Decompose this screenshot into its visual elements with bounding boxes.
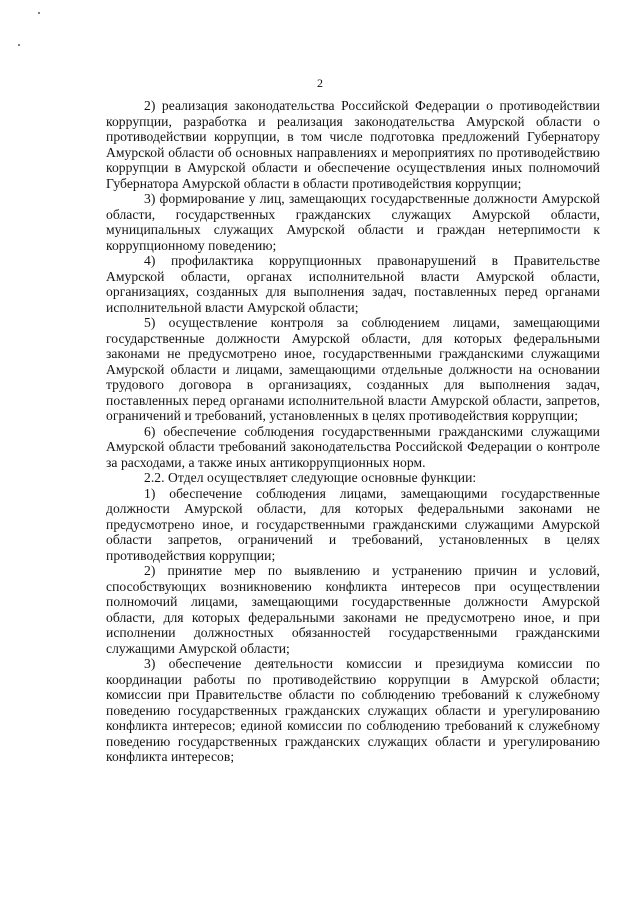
paragraph-item-4: 4) профилактика коррупционных правонарушений в Правительстве Амурской области, органах исполнительной власти Амурской области, организациях, созданных для выполнения задач, поставленных перед органами исполнительной власти Амурской области; (106, 253, 600, 315)
function-item-1: 1) обеспечение соблюдения лицами, замещающими государственные должности Амурской области, для которых федеральными законами не предусмотрено иное, и государственными гражданскими служащими Амурской области запретов, ограничений и требований, установленных в целях противодействия коррупции; (106, 485, 600, 563)
section-heading-2-2: 2.2. Отдел осуществляет следующие основные функции: (144, 470, 477, 485)
paragraph-item-2: 2) реализация законодательства Российской Федерации о противодействии коррупции, разработка и реализация законодательства Амурской области о противодействии коррупции, в том числе подготовка предложений Губернатору Амурской области об основных направлениях и мероприятиях по противодействию коррупции в Амурской области и обеспечение осуществления иных полномочий Губернатора Амурской области в области противодействия коррупции; (106, 98, 600, 191)
function-item-3: 3) обеспечение деятельности комиссии и президиума комиссии по координации работы по противодействию коррупции в Амурской области; комиссии при Правительстве области по соблюдению требований к служебному поведению государственных гражданских служащих области и урегулированию конфликта интересов; единой комиссии по соблюдению требований к служебному поведению государственных гражданских служащих области и урегулированию конфликта интересов; (106, 656, 600, 764)
paragraph-item-6: 6) обеспечение соблюдения государственными гражданскими служащими Амурской области требований законодательства Российской Федерации о контроле за расходами, а также иных антикоррупционных норм. (106, 423, 600, 470)
scan-speck (18, 44, 20, 46)
scan-speck (38, 12, 40, 14)
paragraph-item-3: 3) формирование у лиц, замещающих государственные должности Амурской области, государственных гражданских служащих Амурской области, муниципальных служащих Амурской области и граждан нетерпимости к коррупционному поведению; (106, 191, 600, 253)
function-item-2: 2) принятие мер по выявлению и устранению причин и условий, способствующих возникновению конфликта интересов при осуществлении полномочий лицами, замещающими государственные должности Амурской области, для которых федеральными законами не предусмотрено иное, и при исполнении должностных обязанностей государственными гражданскими служащими Амурской области; (106, 563, 600, 656)
document-body (106, 98, 600, 765)
paragraph-item-5: 5) осуществление контроля за соблюдением лицами, замещающими государственные должности Амурской области, для которых федеральными законами не предусмотрено иное, государственными гражданскими служащими Амурской области и лицами, замещающими отдельные должности на основании трудового договора в организациях, созданных для выполнения задач, поставленных перед органами исполнительной власти Амурской области, запретов, ограничений и требований, установленных в целях противодействия коррупции; (106, 315, 600, 423)
page-number: 2 (317, 76, 323, 90)
